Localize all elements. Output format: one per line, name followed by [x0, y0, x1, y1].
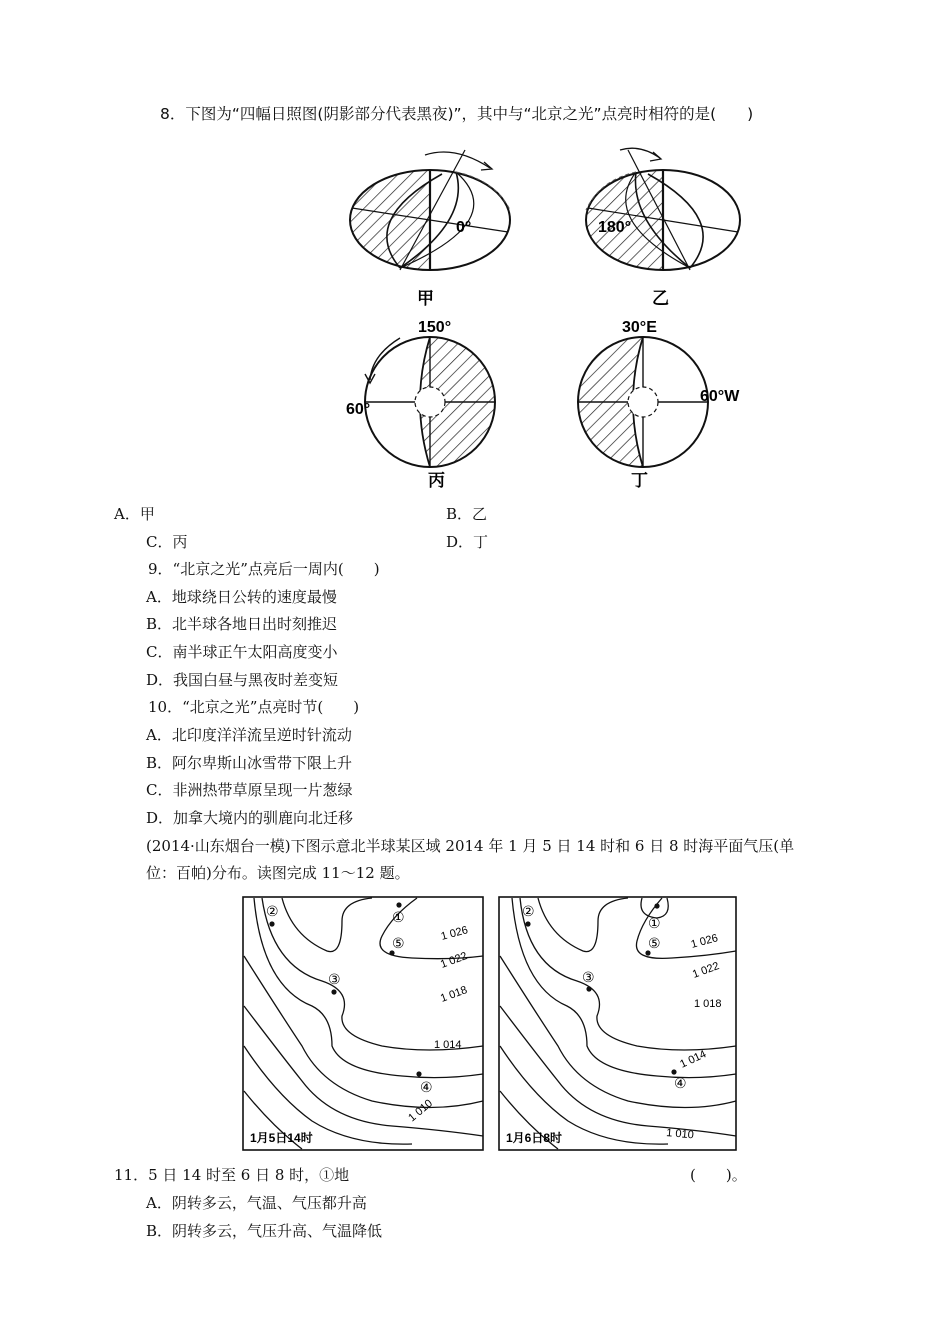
- question-8-stem: 8．下图为“四幅日照图(阴影部分代表黑夜)”，其中与“北京之光”点亮时相符的是( ): [160, 105, 754, 123]
- isobar-label-1026-left: 1 026: [439, 924, 470, 943]
- jia-label: 甲: [417, 289, 434, 309]
- question-10-stem: 10．“北京之光”点亮时节( ): [148, 698, 360, 716]
- ding-label: 丁: [631, 471, 648, 491]
- jia-lon-label: 0°: [456, 219, 472, 236]
- q8-option-c: C．丙: [146, 533, 188, 551]
- intro-line-2: 位：百帕)分布。读图完成 11～12 题。: [146, 864, 410, 882]
- caption-left: 1月5日14时: [250, 1131, 313, 1145]
- q9-option-d: D．我国白昼与黑夜时差变短: [146, 671, 339, 689]
- bing-left-label: 60°: [346, 401, 371, 418]
- isobar-label-1026-right: 1 026: [689, 932, 720, 951]
- yi-label: 乙: [652, 289, 669, 309]
- isobar-label-1014-right: 1 014: [678, 1048, 709, 1071]
- isobar-label-1018-right: 1 018: [694, 998, 722, 1010]
- point-5-right: ⑤: [648, 935, 661, 951]
- diagram-jia: [330, 140, 510, 340]
- q11-option-a: A．阴转多云，气温、气压都升高: [146, 1194, 367, 1212]
- ding-right-label: 60°W: [700, 388, 740, 405]
- question-11-stem: 11．5 日 14 时至 6 日 8 时，①地: [114, 1166, 350, 1184]
- question-11-paren: ( )。: [690, 1166, 747, 1184]
- q10-option-c: C．非洲热带草原呈现一片葱绿: [146, 781, 353, 799]
- isobar-label-1014-left: 1 014: [434, 1039, 462, 1051]
- caption-right: 1月6日8时: [506, 1131, 563, 1145]
- point-2-right: ②: [522, 903, 535, 919]
- diagram-bing: [346, 319, 500, 491]
- point-5-left: ⑤: [392, 935, 405, 951]
- q8-option-d: D．丁: [446, 533, 489, 551]
- q9-option-a: A．地球绕日公转的速度最慢: [146, 588, 337, 606]
- bing-top-label: 150°: [418, 319, 452, 336]
- isobar-map-right: [499, 897, 736, 1150]
- question-9-stem: 9．“北京之光”点亮后一周内( ): [148, 560, 380, 578]
- point-1-left: ①: [392, 909, 405, 925]
- isobar-label-1022-right: 1 022: [690, 960, 721, 981]
- point-2-left: ②: [266, 903, 279, 919]
- point-4-right: ④: [674, 1075, 687, 1091]
- point-3-left: ③: [328, 971, 341, 987]
- q9-option-c: C．南半球正午太阳高度变小: [146, 643, 338, 661]
- q10-option-b: B．阿尔卑斯山冰雪带下限上升: [146, 754, 353, 772]
- isobar-map-left: [243, 897, 483, 1150]
- isobar-label-1010-left: 1 010: [406, 1097, 436, 1125]
- isobar-label-1018-left: 1 018: [438, 984, 469, 1005]
- q10-option-a: A．北印度洋洋流呈逆时针流动: [146, 726, 352, 744]
- isobar-label-1022-left: 1 022: [438, 950, 469, 971]
- isobar-maps: [242, 896, 738, 1152]
- ding-top-label: 30°E: [622, 319, 657, 336]
- isobar-label-1010-right: 1 010: [665, 1127, 695, 1142]
- sunlight-diagrams: [330, 140, 760, 500]
- q9-option-b: B．北半球各地日出时刻推迟: [146, 615, 338, 633]
- bing-label: 丙: [428, 471, 445, 491]
- diagram-ding: [570, 319, 740, 491]
- point-1-right: ①: [648, 915, 661, 931]
- q10-option-d: D．加拿大境内的驯鹿向北迁移: [146, 809, 354, 827]
- q8-option-a: A．甲: [114, 505, 155, 523]
- diagram-yi: [530, 140, 740, 340]
- point-3-right: ③: [582, 969, 595, 985]
- point-4-left: ④: [420, 1079, 433, 1095]
- q8-option-b: B．乙: [446, 505, 488, 523]
- yi-lon-label: 180°: [598, 219, 632, 236]
- intro-line-1: (2014·山东烟台一模)下图示意北半球某区域 2014 年 1 月 5 日 14 时和 6 日 8 时海平面气压(单: [146, 837, 795, 855]
- q11-option-b: B．阴转多云，气压升高、气温降低: [146, 1222, 383, 1240]
